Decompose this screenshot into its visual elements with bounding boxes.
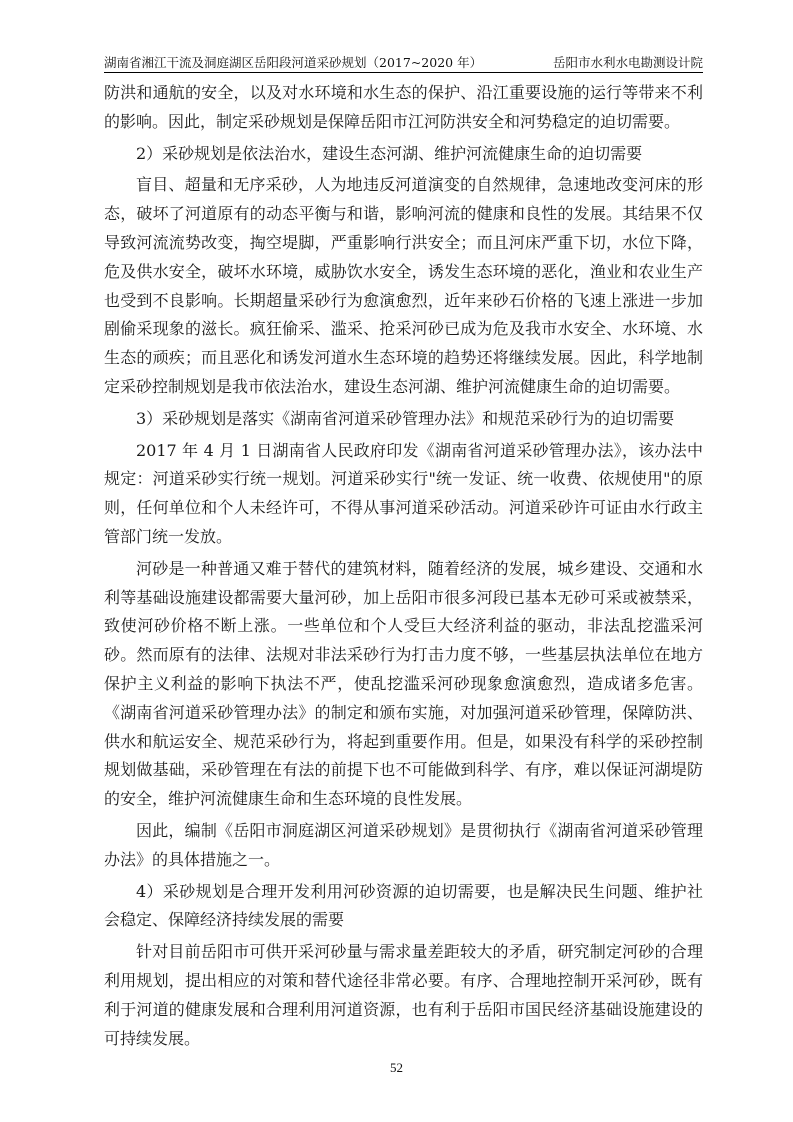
section-heading-4: 4）采砂规划是合理开发利用河砂资源的迫切需要，也是解决民生问题、维护社会稳定、保障经济持续发展的需要 — [104, 881, 703, 930]
paragraph: 针对目前岳阳市可供开采河砂量与需求量差距较大的矛盾，研究制定河砂的合理利用规划，提出相应的对策和替代途径非常必要。有序、合理地控制开采河砂，既有利于河道的健康发展和合理利用河道资源，也有利于岳阳市国民经济基础设施建设的可持续发展。 — [104, 942, 703, 1048]
paragraph: 因此，编制《岳阳市洞庭湖区河道采砂规划》是贯彻执行《湖南省河道采砂管理办法》的具体措施之一。 — [104, 820, 703, 869]
paragraph: 盲目、超量和无序采砂，人为地违反河道演变的自然规律，急速地改变河床的形态，破坏了河道原有的动态平衡与和谐，影响河流的健康和良性的发展。其结果不仅导致河流流势改变，掏空堤脚，严重影响行洪安全；而且河床严重下切，水位下降，危及供水安全，破坏水环境，威胁饮水安全，诱发生态环境的恶化，渔业和农业生产也受到不良影响。长期超量采砂行为愈演愈烈，近年来砂石价格的飞速上涨进一步加剧偷采现象的滋长。疯狂偷采、滥采、抢采河砂已成为危及我市水安全、水环境、水生态的顽疾；而且恶化和诱发河道水生态环境的趋势还将继续发展。因此，科学地制定采砂控制规划是我市依法治水，建设生态河湖、维护河流健康生命的迫切需要。 — [104, 175, 703, 396]
paragraph-continued: 防洪和通航的安全，以及对水环境和水生态的保护、沿江重要设施的运行等带来不利的影响。因此，制定采砂规划是保障岳阳市江河防洪安全和河势稳定的迫切需要。 — [104, 83, 703, 131]
header-organization: 岳阳市水利水电勘测设计院 — [552, 55, 703, 70]
body-text — [104, 79, 703, 1056]
running-header — [104, 50, 703, 73]
paragraph: 河砂是一种普通又难于替代的建筑材料，随着经济的发展，城乡建设、交通和水利等基础设施建设都需要大量河砂，加上岳阳市很多河段已基本无砂可采或被禁采，致使河砂价格不断上涨。一些单位和个人受巨大经济利益的驱动，非法乱挖滥采河砂。然而原有的法律、法规对非法采砂行为打击力度不够，一些基层执法单位在地方保护主义利益的影响下执法不严，使乱挖滥采河砂现象愈演愈烈，造成诸多危害。《湖南省河道采砂管理办法》的制定和颁布实施，对加强河道采砂管理，保障防洪、供水和航运安全、规范采砂行为，将起到重要作用。但是，如果没有科学的采砂控制规划做基础，采砂管理在有法的前提下也不可能做到科学、有序，难以保证河湖堤防的安全，维护河流健康生命和生态环境的良性发展。 — [104, 558, 703, 809]
section-heading-3: 3）采砂规划是落实《湖南省河道采砂管理办法》和规范采砂行为的迫切需要 — [136, 408, 675, 428]
paragraph: 2017 年 4 月 1 日湖南省人民政府印发《湖南省河道采砂管理办法》，该办法中规定：河道采砂实行统一规划。河道采砂实行"统一发证、统一收费、依规使用"的原则，任何单位和个人未经许可，不得从事河道采砂活动。河道采砂许可证由水行政主管部门统一发放。 — [104, 440, 703, 546]
header-title: 湖南省湘江干流及洞庭湖区岳阳段河道采砂规划（2017~2020 年） — [104, 55, 483, 70]
section-heading-2: 2）采砂规划是依法治水，建设生态河湖、维护河流健康生命的迫切需要 — [136, 143, 643, 163]
page-number: 52 — [390, 1060, 403, 1075]
